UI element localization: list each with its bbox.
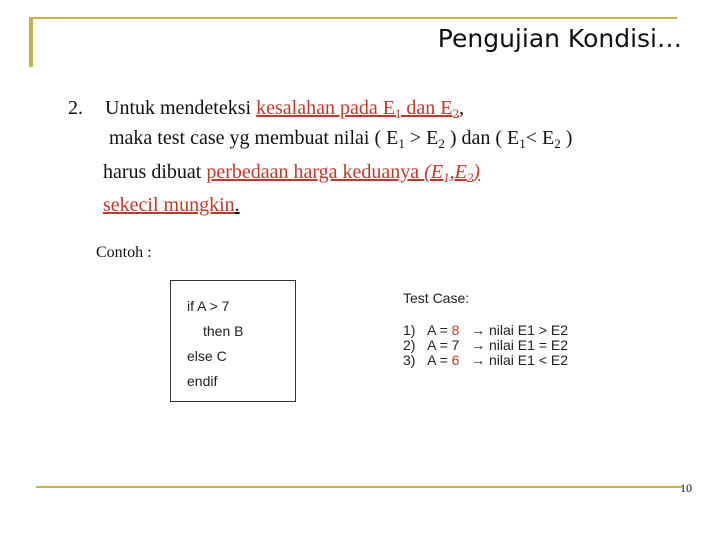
point-line-1 [68,96,464,120]
code-line-else: else C [187,348,227,364]
point-line-4: sekecil mungkin. [103,194,240,216]
point-number: 2. [68,97,83,119]
contoh-label: Contoh : [96,244,152,261]
code-line-endif: endif [187,373,218,389]
slide-title: Pengujian Kondisi… [437,24,682,53]
text-segment: Untuk mendeteksi [105,97,257,119]
highlight-sekecil: sekecil mungkin [103,194,235,216]
point-line-2: maka test case yg membuat nilai ( $E_1 > E_2$ ) dan ( $E_1< E_2$ ) [109,127,573,151]
footer-line [36,486,682,488]
test-case-item-1: 1) A = 8 → nilai E1 > E2 [403,322,569,338]
test-case-item-2: 2) A = 7 → nilai E1 = E2 [403,337,569,353]
point-line-3: harus dibuat perbedaan harga keduanya $(E_1,E_2)$ [103,161,480,185]
code-box [170,280,296,402]
highlight-kesalahan: kesalahan pada $E_1$ dan $E_2$ [256,97,460,121]
arrow-icon: → [471,322,486,338]
code-line-if: if A > 7 [187,298,230,314]
left-border-line [29,17,33,67]
page-number: 10 [680,481,692,495]
highlight-perbedaan: perbedaan harga keduanya $(E_1,E_2)$ [206,161,480,185]
test-case-item-3: 3) A = 6 → nilai E1 < E2 [403,352,569,368]
arrow-icon: → [471,352,486,368]
top-border-line [29,17,677,19]
test-case-heading: Test Case: [403,290,470,306]
code-line-then: then B [203,323,244,339]
arrow-icon: → [471,337,486,353]
text-segment: , [459,97,465,119]
